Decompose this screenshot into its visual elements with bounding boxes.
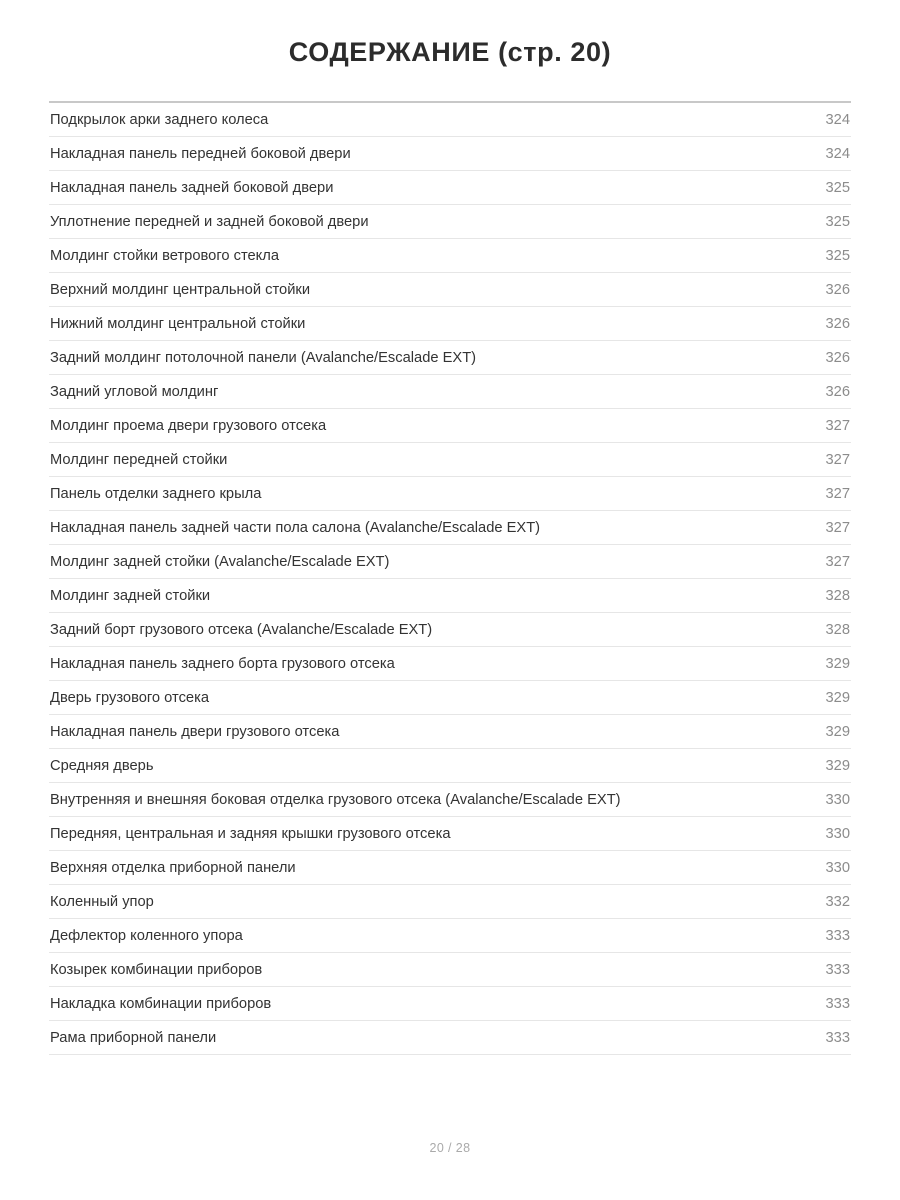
toc-entry-page-number: 328 [825,622,850,639]
toc-entry-title: Верхняя отделка приборной панели [50,860,296,877]
toc-entry-title: Нижний молдинг центральной стойки [50,316,306,333]
toc-entry-title: Молдинг передней стойки [50,452,228,469]
toc-entry-title: Средняя дверь [50,758,154,775]
toc-entry-page-number: 325 [825,180,850,197]
toc-entry[interactable] [49,681,851,715]
toc-entry-title: Накладная панель задней боковой двери [50,180,334,197]
toc-entry-page-number: 329 [825,690,850,707]
toc-entry-title: Накладная панель заднего борта грузового отсека [50,656,395,673]
toc-entry-title: Задний борт грузового отсека (Avalanche/Escalade EXT) [50,622,433,639]
toc-entry-title: Молдинг проема двери грузового отсека [50,418,327,435]
toc-entry-page-number: 326 [825,282,850,299]
toc-entry-page-number: 333 [825,996,850,1013]
toc-entry-title: Панель отделки заднего крыла [50,486,262,503]
page-footer [0,1139,900,1157]
toc-entry-page-number: 327 [825,554,850,571]
toc-entry-page-number: 333 [825,928,850,945]
toc-entry-page-number: 329 [825,758,850,775]
toc-entry-title: Внутренняя и внешняя боковая отделка грузового отсека (Avalanche/Escalade EXT) [50,792,621,809]
toc-entry-title: Подкрылок арки заднего колеса [50,112,269,129]
toc-entry[interactable] [49,783,851,817]
title-block [0,0,900,68]
toc-entry[interactable] [49,103,851,137]
toc-entry-title: Накладная панель передней боковой двери [50,146,351,163]
toc-entry-page-number: 328 [825,588,850,605]
toc-entry-page-number: 324 [825,146,850,163]
toc-entry-title: Рама приборной панели [50,1030,217,1047]
toc-entry-title: Молдинг задней стойки [50,588,211,605]
toc-entry-page-number: 324 [825,112,850,129]
toc-entry[interactable] [49,817,851,851]
toc-entry-page-number: 332 [825,894,850,911]
toc-entry[interactable] [49,409,851,443]
toc-entry-title: Накладка комбинации приборов [50,996,272,1013]
toc-entry[interactable] [49,715,851,749]
toc-entry-title: Верхний молдинг центральной стойки [50,282,311,299]
toc-entry-page-number: 330 [825,826,850,843]
toc-entry[interactable] [49,273,851,307]
toc-entry-page-number: 325 [825,214,850,231]
toc-entry[interactable] [49,545,851,579]
toc-entry[interactable] [49,477,851,511]
toc-entry-title: Задний молдинг потолочной панели (Avalanche/Escalade EXT) [50,350,477,367]
page-title: СОДЕРЖАНИЕ (стр. 20) [288,37,612,67]
toc-entry[interactable] [49,919,851,953]
table-of-contents [49,103,851,1055]
toc-entry[interactable] [49,885,851,919]
toc-entry-title: Задний угловой молдинг [50,384,219,401]
toc-entry-page-number: 326 [825,384,850,401]
toc-entry[interactable] [49,953,851,987]
toc-entry[interactable] [49,987,851,1021]
toc-entry-title: Уплотнение передней и задней боковой двери [50,214,369,231]
toc-entry-title: Накладная панель задней части пола салона (Avalanche/Escalade EXT) [50,520,541,537]
toc-entry-title: Дефлектор коленного упора [50,928,243,945]
toc-entry[interactable] [49,375,851,409]
toc-entry-page-number: 330 [825,792,850,809]
toc-entry[interactable] [49,511,851,545]
pagination-indicator: 20 / 28 [429,1141,471,1155]
toc-entry-page-number: 326 [825,316,850,333]
toc-entry-page-number: 333 [825,962,850,979]
toc-entry[interactable] [49,749,851,783]
toc-entry-page-number: 327 [825,418,850,435]
toc-entry[interactable] [49,851,851,885]
toc-entry[interactable] [49,205,851,239]
toc-entry[interactable] [49,647,851,681]
toc-entry-page-number: 330 [825,860,850,877]
toc-entry[interactable] [49,341,851,375]
toc-entry[interactable] [49,137,851,171]
toc-entry[interactable] [49,613,851,647]
toc-entry[interactable] [49,171,851,205]
toc-entry[interactable] [49,1021,851,1055]
toc-entry-page-number: 327 [825,452,850,469]
toc-entry[interactable] [49,443,851,477]
toc-entry[interactable] [49,239,851,273]
toc-entry-page-number: 329 [825,724,850,741]
toc-entry[interactable] [49,307,851,341]
toc-entry-title: Молдинг стойки ветрового стекла [50,248,280,265]
toc-entry-page-number: 329 [825,656,850,673]
toc-entry-title: Дверь грузового отсека [50,690,210,707]
toc-entry-page-number: 327 [825,520,850,537]
toc-entry-page-number: 333 [825,1030,850,1047]
toc-entry-title: Передняя, центральная и задняя крышки грузового отсека [50,826,451,843]
toc-entry[interactable] [49,579,851,613]
toc-entry-title: Козырек комбинации приборов [50,962,263,979]
toc-entry-title: Накладная панель двери грузового отсека [50,724,340,741]
toc-entry-title: Молдинг задней стойки (Avalanche/Escalade EXT) [50,554,390,571]
toc-entry-page-number: 325 [825,248,850,265]
toc-entry-page-number: 327 [825,486,850,503]
toc-entry-title: Коленный упор [50,894,154,911]
toc-entry-page-number: 326 [825,350,850,367]
